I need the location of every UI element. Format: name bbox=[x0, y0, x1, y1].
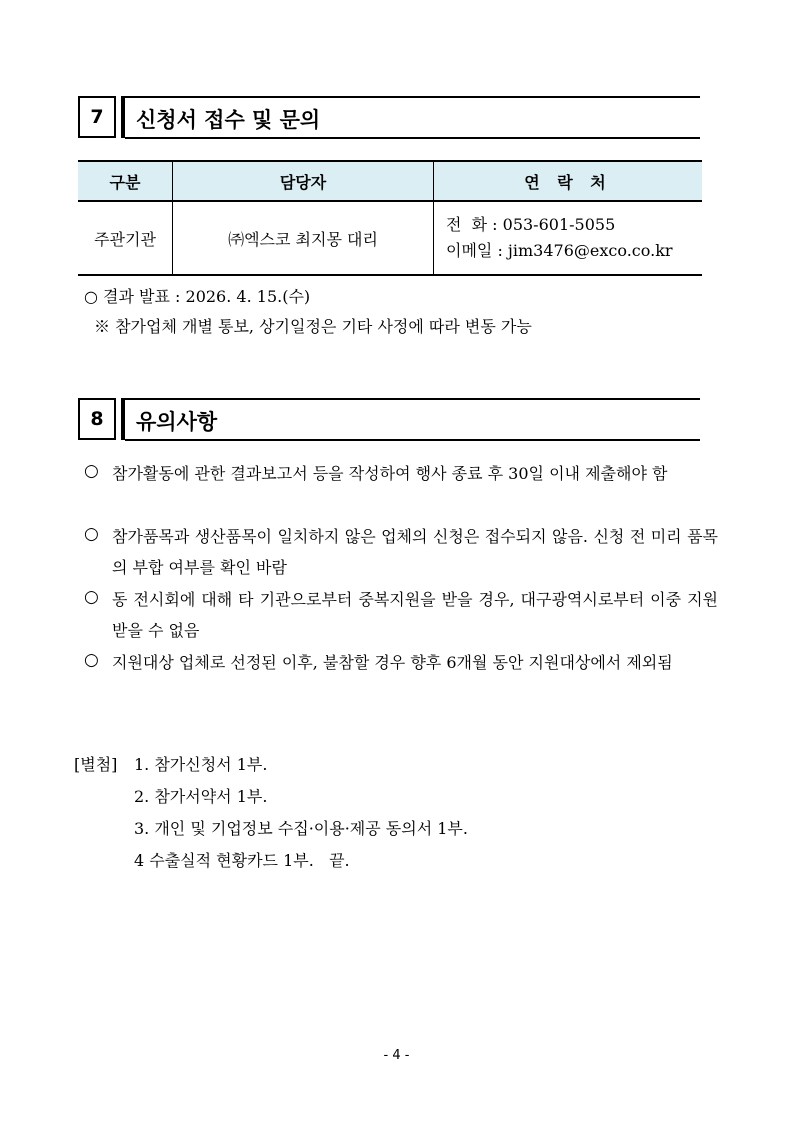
section-8-top-rule bbox=[125, 398, 700, 400]
attachment-item-2: 2. 참가서약서 1부. bbox=[134, 787, 268, 806]
cell-manager: ㈜엑스코 최지몽 대리 bbox=[173, 201, 434, 275]
attachment-item-4: 4 수출실적 현황카드 1부. 끝. bbox=[134, 851, 350, 870]
section-8-bottom-rule bbox=[125, 439, 700, 441]
caution-bullet: ○ bbox=[84, 524, 99, 544]
page-number: - 4 - bbox=[383, 1048, 410, 1063]
section-7-header bbox=[78, 96, 700, 140]
contact-email[interactable]: 이메일 : jim3476@exco.co.kr bbox=[446, 241, 673, 260]
header-manager: 담당자 bbox=[173, 161, 434, 201]
cell-contact bbox=[434, 201, 703, 275]
caution-item-3: 동 전시회에 대해 타 기관으로부터 중복지원을 받을 경우, 대구광역시로부터 이중 지원받을 수 없음 bbox=[112, 590, 718, 640]
section-8-header bbox=[78, 398, 700, 442]
contact-table-header-row bbox=[78, 161, 702, 201]
caution-bullet: ○ bbox=[84, 461, 99, 481]
header-contact: 연 락 처 bbox=[434, 161, 703, 201]
attachment-item-3: 3. 개인 및 기업정보 수집·이용·제공 동의서 1부. bbox=[134, 819, 468, 838]
header-category: 구분 bbox=[78, 161, 173, 201]
attachment-item-1: 1. 참가신청서 1부. bbox=[134, 755, 268, 774]
section-7-bottom-rule bbox=[125, 137, 700, 139]
notice-text: ※ 참가업체 개별 통보, 상기일정은 기타 사정에 따라 변동 가능 bbox=[94, 317, 532, 336]
section-8-bar bbox=[121, 398, 125, 440]
section-7-number: 7 bbox=[78, 96, 116, 138]
caution-item-1: 참가활동에 관한 결과보고서 등을 작성하여 행사 종료 후 30일 이내 제출해야 함 bbox=[112, 464, 668, 483]
section-7-top-rule bbox=[125, 96, 700, 98]
contact-table bbox=[78, 160, 702, 276]
caution-item-2: 참가품목과 생산품목이 일치하지 않은 업체의 신청은 접수되지 않음. 신청 전 미리 품목의 부합 여부를 확인 바람 bbox=[112, 527, 718, 577]
contact-phone: 전 화 : 053-601-5055 bbox=[446, 215, 616, 234]
section-8-title: 유의사항 bbox=[136, 410, 218, 434]
result-announcement: ○ 결과 발표 : 2026. 4. 15.(수) bbox=[84, 287, 311, 306]
table-row bbox=[78, 201, 702, 275]
section-7-title: 신청서 접수 및 문의 bbox=[136, 108, 321, 132]
cell-category: 주관기관 bbox=[78, 201, 173, 275]
section-8-number: 8 bbox=[78, 398, 116, 440]
caution-bullet: ○ bbox=[84, 587, 99, 607]
attachments-label: [별첨] bbox=[74, 755, 118, 774]
caution-item-4: 지원대상 업체로 선정된 이후, 불참할 경우 향후 6개월 동안 지원대상에서 제외됨 bbox=[112, 653, 673, 672]
caution-bullet: ○ bbox=[84, 650, 99, 670]
section-7-bar bbox=[121, 96, 125, 138]
